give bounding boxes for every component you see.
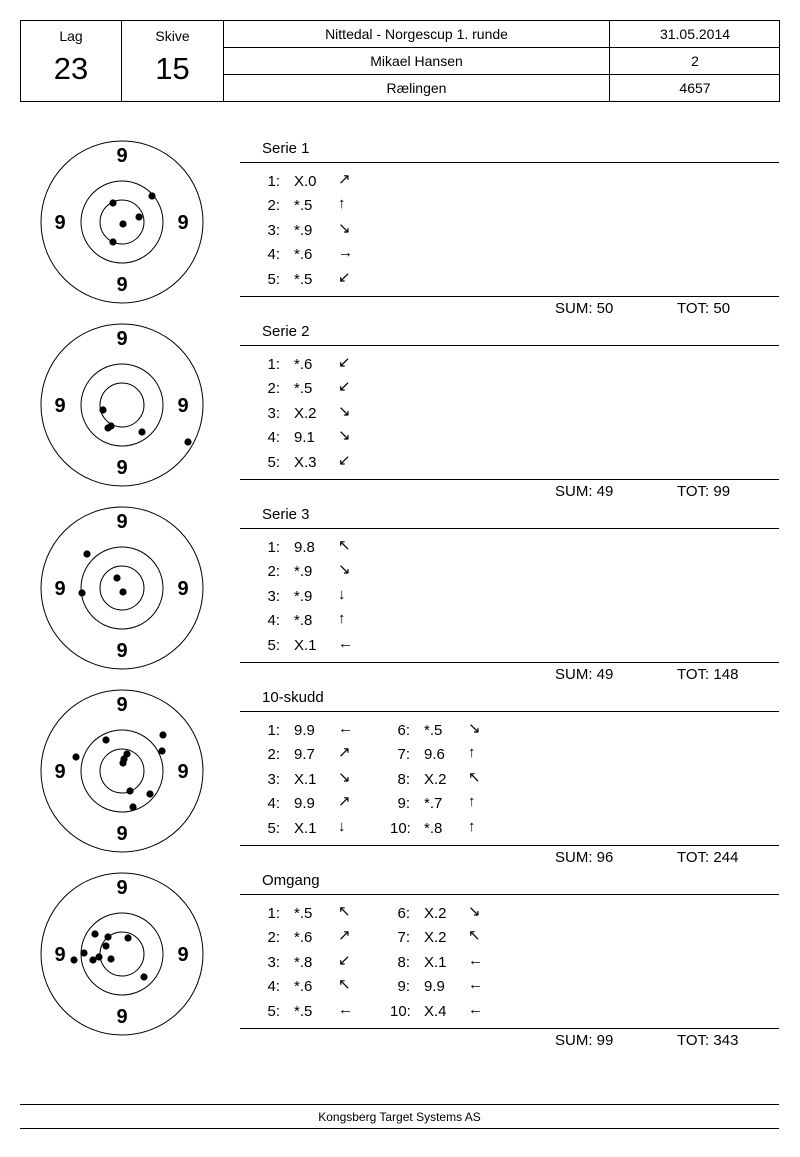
shot-number: 4: [267, 978, 280, 996]
shooter-id: 4657 [679, 80, 711, 96]
target-middle-ring [81, 913, 163, 995]
footer-top-rule [20, 1104, 779, 1105]
target-inner-ring [100, 749, 144, 793]
shot-row [260, 404, 380, 424]
shot-score: X.2 [424, 905, 447, 922]
target-2 [39, 322, 205, 488]
shot-row [260, 355, 380, 375]
shot-direction-arrow: ← [468, 1000, 483, 1018]
shot-number: 1: [267, 905, 280, 922]
target-label-bottom: 9 [116, 1006, 128, 1028]
target-inner-ring [100, 566, 144, 610]
event-name: Nittedal - Norgescup 1. runde [224, 21, 610, 47]
shot-number: 5: [267, 270, 280, 288]
shot-number: 2: [267, 197, 280, 215]
shot-row [260, 721, 380, 741]
shot-row [390, 794, 510, 814]
series-panel-3 [240, 504, 780, 683]
series-top-rule [240, 162, 779, 163]
shot-number: 2: [267, 929, 280, 947]
shot-direction-arrow: ↙ [338, 354, 351, 371]
shot-hole [102, 942, 109, 949]
target-label-left: 9 [54, 761, 66, 783]
target-label-left: 9 [54, 395, 66, 417]
series-bottom-rule [240, 845, 779, 846]
shot-row [260, 745, 380, 765]
shot-number: 6: [397, 905, 410, 922]
shot-row [260, 587, 380, 607]
shot-row [260, 562, 380, 582]
shot-number: 1: [267, 173, 280, 190]
target-label-top: 9 [116, 694, 128, 716]
shot-score: *.6 [294, 978, 313, 996]
target-3 [39, 505, 205, 671]
shot-score: *.5 [294, 1002, 313, 1020]
shot-row [390, 819, 510, 839]
shot-score: 9.7 [294, 746, 315, 764]
shot-row [390, 770, 510, 790]
shot-score: *.5 [294, 380, 313, 398]
series-title: Serie 1 [262, 140, 310, 157]
shot-direction-arrow: ↘ [338, 427, 351, 445]
shot-direction-arrow: ↑ [468, 817, 476, 835]
series-sum: SUM: 49 [555, 666, 614, 683]
skive-cell [122, 21, 224, 101]
shot-row [260, 819, 380, 839]
shot-direction-arrow: ← [338, 1000, 353, 1018]
shot-score: 9.8 [294, 539, 315, 556]
shot-direction-arrow: ↗ [338, 927, 351, 945]
shot-score: X.1 [424, 953, 447, 971]
series-total: TOT: 99 [677, 483, 731, 500]
shot-hole [70, 956, 77, 963]
shot-score: X.4 [424, 1002, 447, 1020]
shot-score: X.2 [424, 929, 447, 947]
shot-score: *.8 [294, 612, 313, 630]
shot-hole [83, 550, 90, 557]
shot-number: 3: [267, 770, 280, 788]
shot-number: 3: [267, 587, 280, 605]
shot-row [260, 636, 380, 656]
shot-row [260, 453, 380, 473]
shot-hole [158, 747, 165, 754]
target-label-right: 9 [177, 761, 189, 783]
shot-row [260, 270, 380, 290]
shot-score: X.3 [294, 453, 317, 471]
shot-number: 6: [397, 722, 410, 739]
shot-score: 9.9 [294, 722, 315, 739]
target-label-bottom: 9 [116, 274, 128, 296]
shot-hole [99, 406, 106, 413]
target-middle-ring [81, 730, 163, 812]
shot-score: X.1 [294, 770, 317, 788]
target-label-top: 9 [116, 511, 128, 533]
target-label-left: 9 [54, 944, 66, 966]
shot-number: 8: [397, 953, 410, 971]
shot-hole [102, 736, 109, 743]
shot-direction-arrow: ↙ [338, 451, 351, 469]
shot-number: 5: [267, 1002, 280, 1020]
shot-number: 4: [267, 612, 280, 630]
target-middle-ring [81, 547, 163, 629]
shot-hole [126, 787, 133, 794]
shot-row [260, 794, 380, 814]
header-row-event [224, 21, 780, 48]
shot-row [390, 928, 510, 948]
shot-score: *.6 [294, 246, 313, 264]
series-sum: SUM: 50 [555, 300, 614, 317]
shot-hole [184, 438, 191, 445]
target-label-right: 9 [177, 578, 189, 600]
series-panel-4 [240, 687, 780, 866]
target-label-right: 9 [177, 212, 189, 234]
shot-hole [140, 973, 147, 980]
lag-value: 23 [53, 51, 89, 86]
shot-direction-arrow: ↑ [468, 744, 476, 762]
club-name: Rælingen [224, 75, 610, 101]
target-1 [39, 139, 205, 305]
event-date: 31.05.2014 [659, 26, 731, 42]
shot-row [390, 721, 510, 741]
shot-row [260, 953, 380, 973]
lag-label: Lag [59, 28, 83, 44]
shot-direction-arrow: ↓ [338, 585, 346, 603]
shot-number: 1: [267, 539, 280, 556]
shot-score: 9.1 [294, 429, 315, 447]
shot-row [260, 379, 380, 399]
shot-hole [119, 220, 126, 227]
shot-hole [113, 574, 120, 581]
target-label-bottom: 9 [116, 823, 128, 845]
series-top-rule [240, 894, 779, 895]
shot-direction-arrow: ← [338, 720, 353, 737]
series-panel-2 [240, 321, 780, 500]
shot-score: *.7 [424, 795, 443, 813]
shot-hole [91, 930, 98, 937]
shot-number: 5: [267, 819, 280, 837]
shot-direction-arrow: ↗ [338, 793, 351, 811]
shot-direction-arrow: ↗ [338, 171, 351, 188]
series-bottom-rule [240, 1028, 779, 1029]
shot-number: 4: [267, 429, 280, 447]
shot-direction-arrow: ↖ [468, 768, 481, 786]
series-top-rule [240, 711, 779, 712]
target-label-bottom: 9 [116, 457, 128, 479]
shot-score: *.5 [294, 270, 313, 288]
series-title: Omgang [262, 872, 320, 889]
header-row-club [224, 75, 780, 101]
skive-value: 15 [155, 51, 190, 86]
shot-direction-arrow: ↑ [338, 195, 346, 213]
shot-hole [119, 759, 126, 766]
shot-hole [138, 428, 145, 435]
shot-number: 2: [267, 563, 280, 581]
shot-direction-arrow: ↙ [338, 268, 351, 286]
shot-row [260, 977, 380, 997]
shot-score: X.0 [294, 173, 317, 190]
target-label-right: 9 [177, 395, 189, 417]
shot-hole [159, 731, 166, 738]
shot-direction-arrow: ↘ [468, 720, 481, 737]
shot-direction-arrow: ← [338, 634, 353, 652]
shot-row [260, 428, 380, 448]
series-top-rule [240, 345, 779, 346]
shot-hole [107, 955, 114, 962]
header-table [20, 20, 780, 102]
series-bottom-rule [240, 662, 779, 663]
footer-bottom-rule [20, 1128, 779, 1129]
header-row-shooter [224, 48, 780, 75]
shot-hole [109, 199, 116, 206]
shot-row [260, 928, 380, 948]
shot-number: 3: [267, 953, 280, 971]
shot-number: 1: [267, 722, 280, 739]
shot-number: 10: [390, 1002, 411, 1020]
target-label-right: 9 [177, 944, 189, 966]
shot-number: 4: [267, 795, 280, 813]
shot-direction-arrow: ↘ [338, 561, 351, 579]
shot-hole [104, 933, 111, 940]
shot-direction-arrow: ↖ [468, 927, 481, 945]
shot-score: 9.6 [424, 746, 445, 764]
shot-number: 9: [397, 978, 410, 996]
shot-score: 9.9 [424, 978, 445, 996]
shot-number: 3: [267, 221, 280, 239]
lag-cell [21, 21, 122, 101]
target-label-bottom: 9 [116, 640, 128, 662]
shot-number: 7: [397, 746, 410, 764]
shot-hole [148, 192, 155, 199]
target-label-top: 9 [116, 877, 128, 899]
shot-score: *.6 [294, 356, 313, 373]
shot-score: X.2 [294, 404, 317, 422]
shot-row [260, 172, 380, 192]
shot-score: *.8 [294, 953, 313, 971]
shot-direction-arrow: ↖ [338, 903, 351, 920]
series-panel-5 [240, 870, 780, 1049]
footer-text: Kongsberg Target Systems AS [318, 1110, 481, 1124]
shot-hole [124, 934, 131, 941]
shot-score: 9.9 [294, 795, 315, 813]
shot-direction-arrow: ↗ [338, 744, 351, 762]
shot-direction-arrow: → [338, 244, 353, 262]
series-panel-1 [240, 138, 780, 317]
shot-hole [89, 956, 96, 963]
shot-number: 10: [390, 819, 411, 837]
shot-row [260, 611, 380, 631]
shot-row [390, 977, 510, 997]
shot-score: *.9 [294, 221, 313, 239]
series-title: 10-skudd [262, 689, 324, 706]
target-label-top: 9 [116, 328, 128, 350]
series-bottom-rule [240, 479, 779, 480]
shot-direction-arrow: ↘ [338, 219, 351, 237]
shot-direction-arrow: ↓ [338, 817, 346, 835]
shot-hole [78, 589, 85, 596]
shot-row [260, 1002, 380, 1022]
shot-row [390, 953, 510, 973]
shot-number: 5: [267, 453, 280, 471]
shot-number: 5: [267, 636, 280, 654]
shot-number: 2: [267, 380, 280, 398]
shot-hole [135, 213, 142, 220]
shot-direction-arrow: ← [468, 976, 483, 994]
shot-number: 1: [267, 356, 280, 373]
shot-direction-arrow: ↙ [338, 378, 351, 396]
shot-number: 4: [267, 246, 280, 264]
target-inner-ring [100, 383, 144, 427]
shot-direction-arrow: ↘ [338, 768, 351, 786]
target-label-left: 9 [54, 578, 66, 600]
shot-score: X.2 [424, 770, 447, 788]
series-bottom-rule [240, 296, 779, 297]
shot-row [390, 1002, 510, 1022]
shot-direction-arrow: ↘ [468, 903, 481, 920]
shot-score: *.5 [424, 722, 443, 739]
shot-score: *.8 [424, 819, 443, 837]
shot-direction-arrow: ← [468, 951, 483, 969]
shot-row [260, 221, 380, 241]
shot-score: X.1 [294, 636, 317, 654]
series-total: TOT: 50 [677, 300, 731, 317]
shot-score: *.5 [294, 197, 313, 215]
shot-hole [119, 588, 126, 595]
target-middle-ring [81, 364, 163, 446]
shot-hole [129, 803, 136, 810]
series-title: Serie 3 [262, 506, 310, 523]
shot-direction-arrow: ↘ [338, 402, 351, 420]
shot-hole [109, 238, 116, 245]
shot-row [260, 770, 380, 790]
target-4 [39, 688, 205, 854]
series-title: Serie 2 [262, 323, 310, 340]
target-5 [39, 871, 205, 1037]
target-label-top: 9 [116, 145, 128, 167]
shot-row [260, 904, 380, 924]
shot-hole [72, 753, 79, 760]
shot-score: *.6 [294, 929, 313, 947]
shot-score: X.1 [294, 819, 317, 837]
shot-score: *.9 [294, 587, 313, 605]
series-sum: SUM: 96 [555, 849, 614, 866]
shot-row [390, 745, 510, 765]
shot-direction-arrow: ↑ [468, 793, 476, 811]
shot-number: 7: [397, 929, 410, 947]
shot-direction-arrow: ↑ [338, 610, 346, 628]
series-total: TOT: 343 [677, 1032, 739, 1049]
shooter-class: 2 [691, 53, 699, 69]
shot-row [260, 245, 380, 265]
shot-row [390, 904, 510, 924]
shooter-name: Mikael Hansen [224, 48, 610, 74]
series-top-rule [240, 528, 779, 529]
series-sum: SUM: 99 [555, 1032, 614, 1049]
shot-hole [146, 790, 153, 797]
shot-direction-arrow: ↙ [338, 951, 351, 969]
shot-row [260, 196, 380, 216]
shot-hole [80, 949, 87, 956]
shot-number: 2: [267, 746, 280, 764]
skive-label: Skive [155, 28, 190, 44]
shot-number: 8: [397, 770, 410, 788]
shot-number: 9: [397, 795, 410, 813]
shot-direction-arrow: ↖ [338, 976, 351, 994]
shot-direction-arrow: ↖ [338, 537, 351, 554]
series-total: TOT: 244 [677, 849, 739, 866]
target-label-left: 9 [54, 212, 66, 234]
shot-row [260, 538, 380, 558]
shot-score: *.5 [294, 905, 313, 922]
shot-score: *.9 [294, 563, 313, 581]
series-sum: SUM: 49 [555, 483, 614, 500]
shot-hole [107, 422, 114, 429]
series-total: TOT: 148 [677, 666, 739, 683]
shot-number: 3: [267, 404, 280, 422]
